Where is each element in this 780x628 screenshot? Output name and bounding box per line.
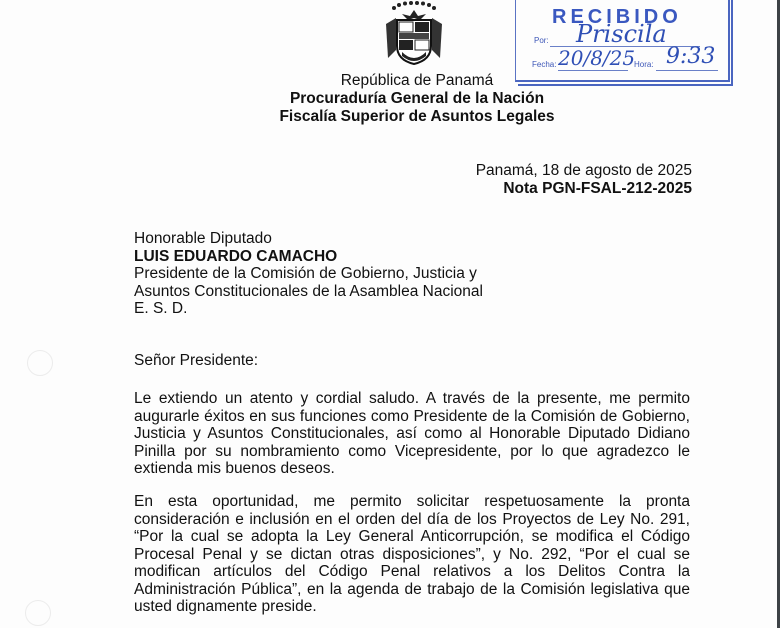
note-reference: Nota PGN-FSAL-212-2025 <box>503 180 692 197</box>
stamp-hora-label: Hora: <box>634 60 654 69</box>
stamp-hora-value: 9:33 <box>666 44 716 69</box>
stamp-hora-line <box>656 70 718 71</box>
stamp-fecha-label: Fecha: <box>532 60 557 69</box>
recipient-title-line1: Presidente de la Comisión de Gobierno, Justicia y <box>134 265 477 282</box>
recipient-name: LUIS EDUARDO CAMACHO <box>134 247 338 265</box>
recipient-block <box>134 230 483 318</box>
stamp-por-signature: Priscila <box>576 20 667 48</box>
body-paragraph: En esta oportunidad, me permito solicitar respetuosamente la pronta consideración e inclusión en el orden del día de los Proyectos de Ley No. 291, “Por la cual se adopta la Ley General Anticorrupción, se modifica el Código Procesal Penal y se dictan otras disposiciones”, y No. 292, “Por el cual se modifican artículos del Código Penal relativos a los Delitos Contra la Administración Pública”, en la agenda de trabajo de la Comisión legislativa que usted dignamente preside. <box>134 493 690 615</box>
letterhead-country: República de Panamá <box>340 72 494 89</box>
stamp-title: RECIBIDO <box>552 6 682 28</box>
letterhead-office: Fiscalía Superior de Asuntos Legales <box>279 108 555 125</box>
punch-hole <box>27 350 53 376</box>
panama-coat-of-arms-icon <box>380 0 448 68</box>
recipient-title-line2: Asuntos Constitucionales de la Asamblea Nacional <box>134 282 483 300</box>
letterhead-institution: Procuraduría General de la Nación <box>289 90 545 107</box>
date-reference-block <box>476 162 692 198</box>
stamp-fecha-value: 20/8/25 <box>558 46 636 70</box>
letter-date: Panamá, 18 de agosto de 2025 <box>475 162 692 179</box>
salutation: Señor Presidente: <box>134 352 259 369</box>
recipient-esd: E. S. D. <box>134 300 188 317</box>
body-paragraph: Le extiendo un atento y cordial saludo. A través de la presente, me permito augurarle éxitos en sus funciones como Presidente de la Comisión de Gobierno, Justicia y Asuntos Constitucionales, así como al Honorable Diputado Didiano Pinilla por su nombramiento como Vicepresidente, por lo que agradezco le extienda mis buenos deseos. <box>134 390 690 477</box>
punch-hole <box>25 600 51 626</box>
received-stamp <box>515 0 730 82</box>
recipient-honorific: Honorable Diputado <box>134 230 272 247</box>
stamp-fecha-line <box>558 70 628 71</box>
letterhead <box>0 72 780 126</box>
stamp-por-label: Por: <box>534 36 549 45</box>
